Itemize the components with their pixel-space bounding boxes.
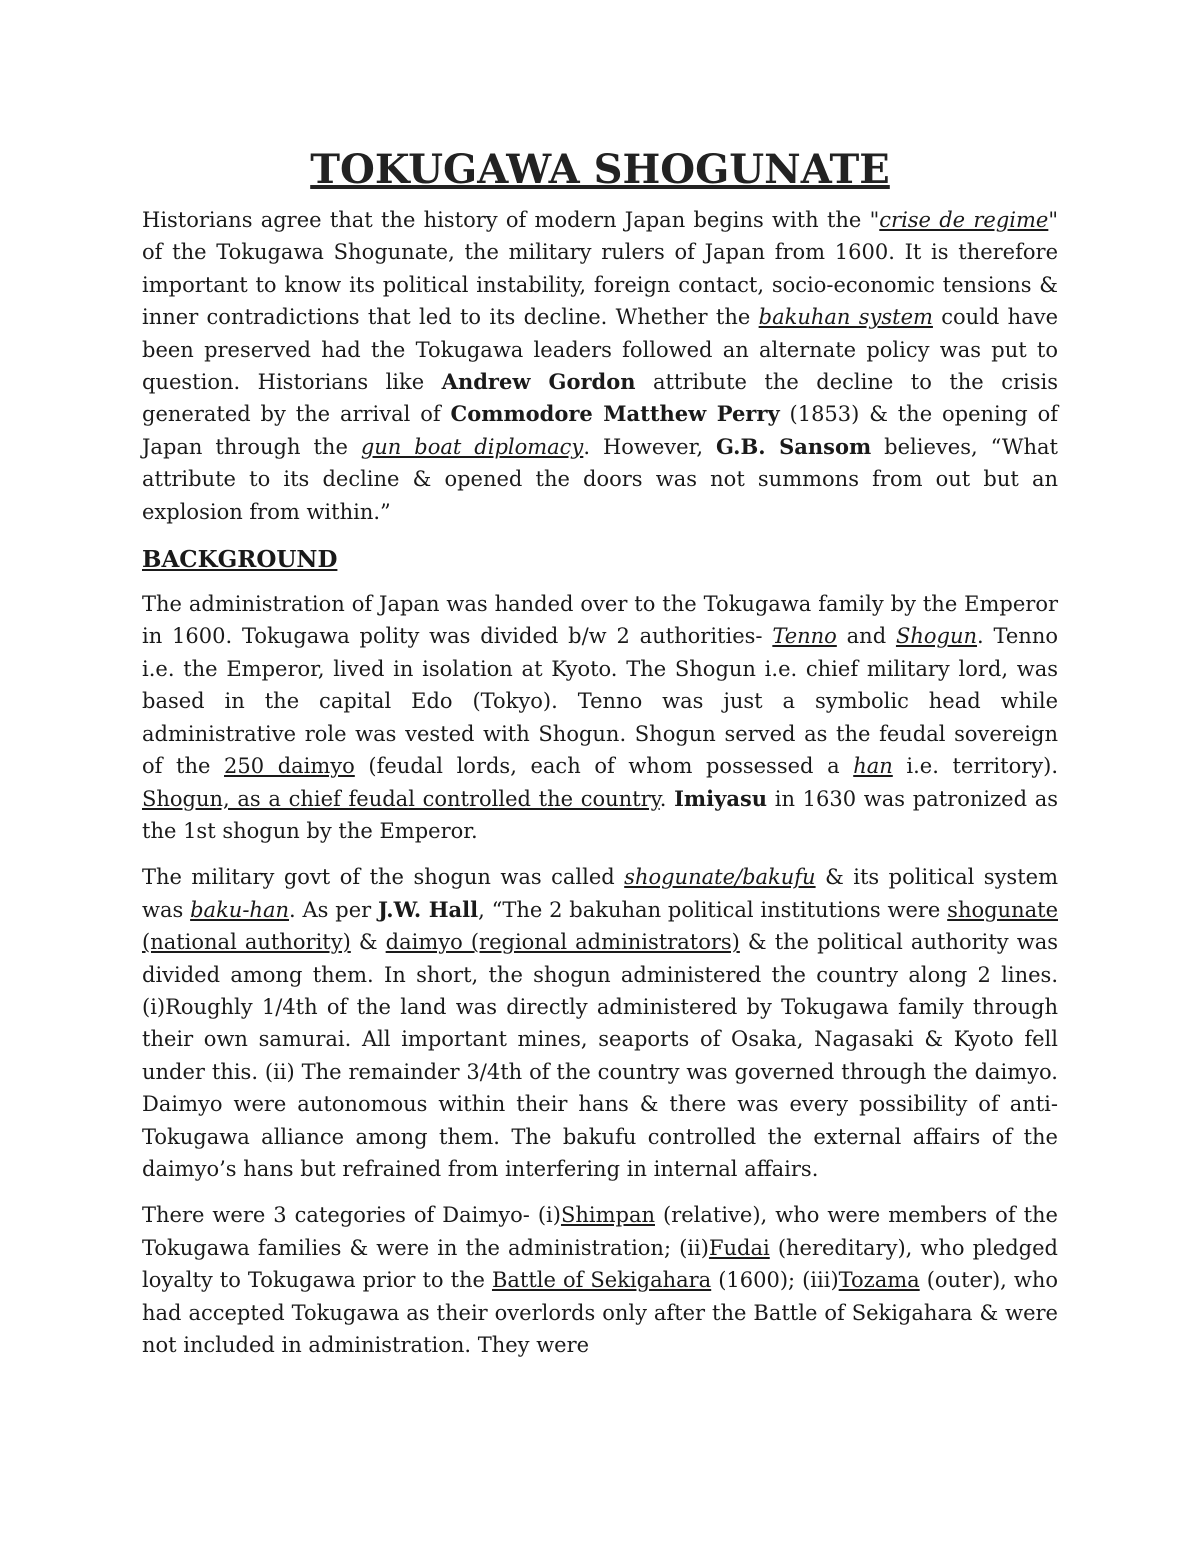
term-daimyo-regional: daimyo (regional administrators) [385,930,740,955]
text-run: . As per [289,897,378,922]
text-run: (1853) & the opening of Japan through the [142,402,1058,459]
intro-paragraph [142,204,1058,528]
text-run: (hereditary), who pledged loyalty to Tokugawa prior to the [142,1235,1058,1293]
term-bakuhan-system: bakuhan system [758,305,933,330]
term-fudai: Fudai [708,1235,770,1260]
term-shogunate-bakufu: shogunate/bakufu [624,865,816,890]
text-run: i.e. territory). [892,754,1058,779]
daimyo-categories-paragraph [142,1199,1058,1361]
text-run: attribute the decline to the crisis generated by the arrival of [142,370,1058,427]
text-run: (outer), who had accepted Tokugawa as their overlords only after the Battle of Sekigahara & were not included in administration. They were [142,1268,1058,1357]
text-run: (relative), who were members of the Tokugawa families & were in the administration; (ii) [142,1203,1058,1260]
term-shogunate-national: shogunate (national authority) [142,897,1058,955]
term-shimpan: Shimpan [560,1203,655,1228]
term-gun-boat-diplomacy: gun boat diplomacy [360,434,584,459]
text-run: Historians agree that the history of modern Japan begins with the " [142,208,880,232]
document-body [142,142,1058,1375]
text-run: & the political authority was divided among them. In short, the shogun administered the country along 2 lines. (i)Roughly 1/4th of the land was directly administered by Tokugawa family through their own samurai. All important mines, seaports of Osaka, Nagasaki & Kyoto fell under this. (ii) The remainder 3/4th of the country was governed through the daimyo. Daimyo were autonomous within their hans & there was every possibility of anti-Tokugawa alliance among them. The bakufu controlled the external affairs of the daimyo’s hans but refrained from interfering in internal affairs. [142,930,1058,1181]
name-andrew-gordon: Andrew Gordon [441,369,636,395]
text-run: The military govt of the shogun was called [142,865,625,890]
text-run: . [659,786,675,811]
text-run: could have been preserved had the Tokugawa leaders followed an alternate policy was put to question. Historians like [142,305,1058,395]
term-shogun-chief-feudal: Shogun, as a chief feudal controlled the country [142,786,660,811]
term-shogun: Shogun [895,624,977,649]
text-run: There were 3 categories of Daimyo- (i) [142,1203,561,1228]
text-run: The administration of Japan was handed over to the Tokugawa family by the Emperor in 1600. Tokugawa polity was divided b/w 2 authorities- [142,592,1058,649]
text-run: . Tenno i.e. the Emperor, lived in isolation at Kyoto. The Shogun i.e. chief military lord, was based in the capital Edo (Tokyo). Tenno was just a symbolic head while administrative role was vested with Shogun. Shogun served as the feudal sovereign of the [142,624,1058,779]
text-run: (feudal lords, each of whom possessed a [354,754,854,779]
term-tozama: Tozama [838,1268,920,1293]
term-tenno: Tenno [772,624,837,649]
section-heading-background: BACKGROUND [142,546,338,574]
name-matthew-perry: Commodore Matthew Perry [450,401,780,427]
background-paragraph [142,588,1058,847]
text-run: believes, “What attribute to its decline & opened the doors was not summons from out but an explosion from within.” [142,434,1058,524]
text-run: in 1630 was patronized as the 1st shogun by the Emperor. [142,786,1058,843]
text-run: , “The 2 bakuhan political institutions were [478,897,948,922]
page-title: TOKUGAWA SHOGUNATE [310,146,890,193]
text-run: " of the Tokugawa Shogunate, the military rulers of Japan from 1600. It is therefore important to know its political instability, foreign contact, socio-economic tensions & inner contradictions that led to its decline. Whether the [142,208,1058,330]
term-han: han [853,754,893,779]
text-run: (1600); (iii) [711,1268,839,1293]
name-gb-sansom: G.B. Sansom [715,433,872,459]
text-run: & [350,930,386,955]
term-crise-de-regime: crise de regime [879,208,1049,232]
term-battle-of-sekigahara: Battle of Sekigahara [491,1268,712,1293]
name-jw-hall: J.W. Hall [378,896,479,922]
term-baku-han: baku-han [190,897,289,922]
text-run: and [836,624,896,649]
term-250-daimyo: 250 daimyo [224,754,355,779]
bakufu-paragraph [142,861,1058,1185]
name-imiyasu: Imiyasu [674,785,768,811]
text-run: & its political system was [142,865,1058,922]
text-run: . However, [583,434,716,459]
